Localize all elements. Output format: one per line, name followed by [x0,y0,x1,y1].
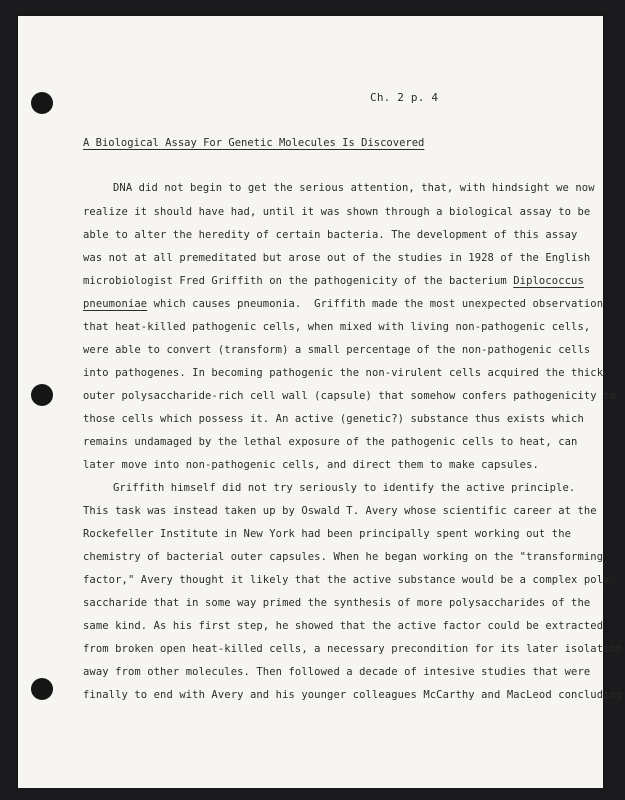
text-line: those cells which possess it. An active (genetic?) substance thus exists which [83,413,584,425]
text-line: outer polysaccharide-rich cell wall (capsule) that somehow confers pathogenicity to [83,390,616,402]
text-line: saccharide that in some way primed the synthesis of more polysaccharides of the [83,597,591,609]
text-line: into pathogenes. In becoming pathogenic the non-virulent cells acquired the thick [83,367,604,379]
text-line: This task was instead taken up by Oswald T. Avery whose scientific career at the [83,505,597,517]
text-line: factor," Avery thought it likely that the active substance would be a complex poly- [83,574,616,586]
punch-hole-bottom [31,678,53,700]
text-line: that heat-killed pathogenic cells, when mixed with living non-pathogenic cells, [83,321,591,333]
text-line: later move into non-pathogenic cells, and direct them to make capsules. [83,459,539,471]
section-heading: A Biological Assay For Genetic Molecules Is Discovered [83,137,425,149]
text-segment: microbiologist Fred Griffith on the pathogenicity of the bacterium [83,275,514,287]
page-reference: Ch. 2 p. 4 [370,91,439,104]
text-line: was not at all premeditated but arose out of the studies in 1928 of the English [83,252,591,264]
text-line: able to alter the heredity of certain bacteria. The development of this assay [83,229,578,241]
text-line: same kind. As his first step, he showed that the active factor could be extracted [83,620,604,632]
text-line: away from other molecules. Then followed a decade of intesive studies that were [83,666,591,678]
text-line: from broken open heat-killed cells, a necessary precondition for its later isolation [83,643,623,655]
text-line: chemistry of bacterial outer capsules. When he began working on the "transforming [83,551,604,563]
text-line: remains undamaged by the lethal exposure of the pathogenic cells to heat, can [83,436,578,448]
text-segment: which causes pneumonia. Griffith made the most unexpected observation [147,298,604,310]
text-line: Rockefeller Institute in New York had been principally spent working out the [83,528,572,540]
punch-hole-top [31,92,53,114]
text-line: were able to convert (transform) a small percentage of the non-pathogenic cells [83,344,591,356]
text-line: Griffith himself did not try seriously to identify the active principle. [113,482,576,494]
text-line: finally to end with Avery and his younger colleagues McCarthy and MacLeod concluding [83,689,623,701]
text-line: DNA did not begin to get the serious attention, that, with hindsight we now [113,182,595,194]
species-name-epithet: pneumoniae [83,298,148,310]
species-name-genus: Diplococcus [513,275,584,287]
punch-hole-middle [31,384,53,406]
text-line: realize it should have had, until it was shown through a biological assay to be [83,206,591,218]
text-line [83,275,584,287]
text-line [83,298,603,310]
